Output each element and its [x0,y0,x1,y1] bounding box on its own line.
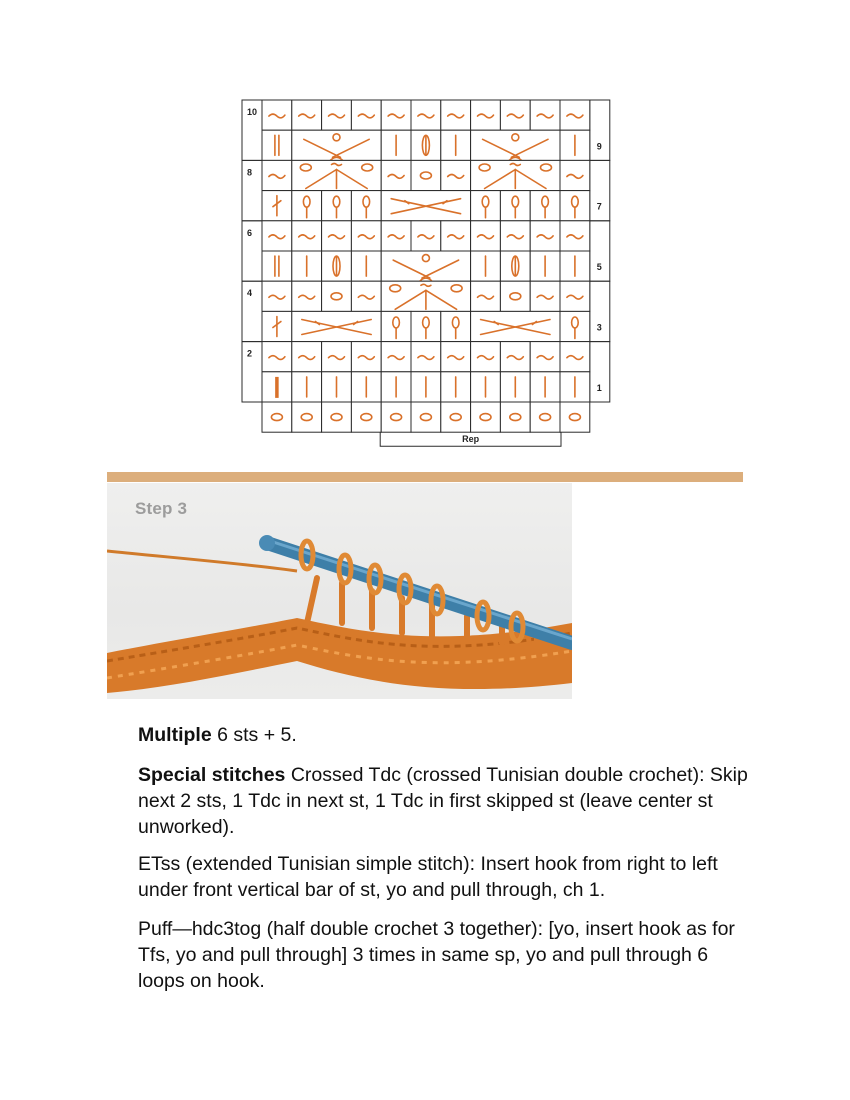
paragraph-heading: Multiple [138,724,212,746]
row-label-left: 2 [247,348,253,359]
chart-row-9 [262,130,590,161]
paragraph-special-stitches [138,762,748,840]
row-label-right: 5 [596,262,602,273]
row-label-right: 3 [596,322,602,333]
row-label-right: 9 [596,141,602,152]
row-label-left: 10 [247,107,258,117]
row-label-right: 7 [596,201,602,212]
paragraph-text: Crossed Tdc (crossed Tunisian double crochet): Skip next 2 sts, 1 Tdc in next st, 1 Tdc in first skipped st (leave center st unworked). [138,764,748,838]
paragraph-text: 6 sts + 5. [211,724,297,746]
row-label-left: 6 [247,227,253,238]
stitch-chart [236,94,616,450]
repeat-label: Rep [462,434,480,445]
chart-row-1 [262,372,590,402]
paragraph-multiple [138,722,748,748]
chart-row-6 [262,221,590,251]
chart-row-10 [262,100,590,130]
paragraph-puff [138,916,748,994]
chart-row-2 [262,342,590,372]
chart-row-foundation [262,402,590,432]
step-label: Step 3 [135,499,188,518]
paragraph-text: Puff—hdc3tog (half double crochet 3 together): [yo, insert hook as for Tfs, yo and pull through] 3 times in same sp, yo and pull through 6 loops on hook. [138,918,735,992]
row-label-right: 1 [596,382,602,393]
paragraph-heading: Special stitches [138,764,286,786]
chart-row-3 [262,311,590,341]
row-label-left: 8 [247,167,253,178]
chart-row-4 [262,281,590,311]
step-photo [107,483,572,699]
section-divider [107,472,743,482]
chart-row-7 [262,191,590,221]
paragraph-etss [138,851,748,903]
repeat-bracket [380,432,561,446]
chart-row-5 [262,251,590,282]
chart-row-8 [262,160,590,190]
row-label-left: 4 [247,288,253,299]
paragraph-text: ETss (extended Tunisian simple stitch): Insert hook from right to left under front vertical bar of st, yo and pull through, ch 1. [138,853,718,901]
